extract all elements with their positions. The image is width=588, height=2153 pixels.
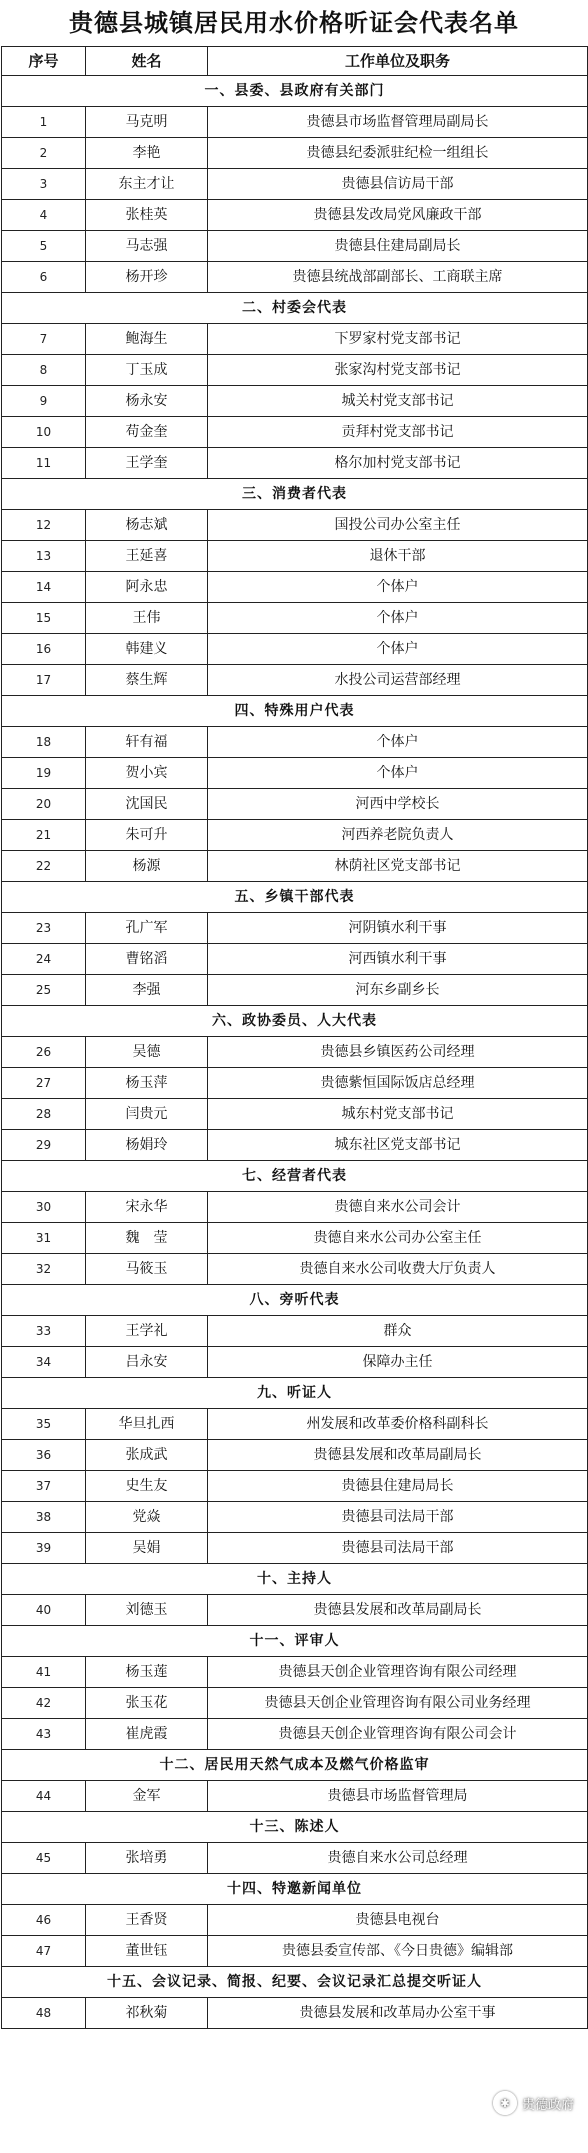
table-row — [2, 231, 588, 262]
row-number: 7 — [2, 324, 86, 355]
table-row — [2, 169, 588, 200]
section-header-row — [2, 1967, 588, 1998]
row-number: 12 — [2, 510, 86, 541]
table-row — [2, 1347, 588, 1378]
table-row — [2, 1502, 588, 1533]
table-row — [2, 417, 588, 448]
table-row — [2, 1998, 588, 2029]
row-name: 李强 — [86, 975, 208, 1006]
section-title: 十二、居民用天然气成本及燃气价格监审 — [2, 1750, 588, 1781]
table-row — [2, 1688, 588, 1719]
row-workplace: 河西中学校长 — [208, 789, 588, 820]
row-workplace: 张家沟村党支部书记 — [208, 355, 588, 386]
table-row — [2, 138, 588, 169]
row-workplace: 林荫社区党支部书记 — [208, 851, 588, 882]
table-row — [2, 324, 588, 355]
table-row — [2, 1471, 588, 1502]
row-name: 张培勇 — [86, 1843, 208, 1874]
section-header-row — [2, 479, 588, 510]
row-name: 马筱玉 — [86, 1254, 208, 1285]
row-workplace: 州发展和改革委价格科副科长 — [208, 1409, 588, 1440]
table-row — [2, 944, 588, 975]
row-workplace: 贵德县电视台 — [208, 1905, 588, 1936]
section-title: 三、消费者代表 — [2, 479, 588, 510]
row-workplace: 贵德县信访局干部 — [208, 169, 588, 200]
row-workplace: 贵德县统战部副部长、工商联主席 — [208, 262, 588, 293]
table-row — [2, 1192, 588, 1223]
table-row — [2, 634, 588, 665]
section-title: 五、乡镇干部代表 — [2, 882, 588, 913]
row-number: 42 — [2, 1688, 86, 1719]
row-number: 11 — [2, 448, 86, 479]
row-workplace: 贵德县发展和改革局副局长 — [208, 1595, 588, 1626]
section-title: 七、经营者代表 — [2, 1161, 588, 1192]
row-workplace: 保障办主任 — [208, 1347, 588, 1378]
section-title: 八、旁听代表 — [2, 1285, 588, 1316]
table-row — [2, 851, 588, 882]
row-workplace: 贵德自来水公司办公室主任 — [208, 1223, 588, 1254]
row-name: 党焱 — [86, 1502, 208, 1533]
row-name: 东主才让 — [86, 169, 208, 200]
row-number: 20 — [2, 789, 86, 820]
row-workplace: 下罗家村党支部书记 — [208, 324, 588, 355]
table-row — [2, 1781, 588, 1812]
row-workplace: 贵德县司法局干部 — [208, 1502, 588, 1533]
row-workplace: 个体户 — [208, 634, 588, 665]
table-row — [2, 727, 588, 758]
table-row — [2, 448, 588, 479]
row-workplace: 河西养老院负责人 — [208, 820, 588, 851]
row-name: 华旦扎西 — [86, 1409, 208, 1440]
row-name: 鲍海生 — [86, 324, 208, 355]
row-workplace: 河阴镇水利干事 — [208, 913, 588, 944]
row-number: 39 — [2, 1533, 86, 1564]
table-row — [2, 107, 588, 138]
row-number: 29 — [2, 1130, 86, 1161]
row-workplace: 国投公司办公室主任 — [208, 510, 588, 541]
row-workplace: 城东村党支部书记 — [208, 1099, 588, 1130]
table-row — [2, 1068, 588, 1099]
section-header-row — [2, 293, 588, 324]
section-title: 十四、特邀新闻单位 — [2, 1874, 588, 1905]
row-name: 王伟 — [86, 603, 208, 634]
row-number: 37 — [2, 1471, 86, 1502]
table-row — [2, 510, 588, 541]
row-workplace: 贵德自来水公司会计 — [208, 1192, 588, 1223]
row-number: 8 — [2, 355, 86, 386]
section-title: 四、特殊用户代表 — [2, 696, 588, 727]
row-workplace: 贵德县天创企业管理咨询有限公司经理 — [208, 1657, 588, 1688]
row-name: 张成武 — [86, 1440, 208, 1471]
row-number: 19 — [2, 758, 86, 789]
row-workplace: 格尔加村党支部书记 — [208, 448, 588, 479]
table-row — [2, 386, 588, 417]
row-name: 杨娟玲 — [86, 1130, 208, 1161]
table-row — [2, 1905, 588, 1936]
section-header-row — [2, 696, 588, 727]
row-name: 杨开珍 — [86, 262, 208, 293]
table-row — [2, 1099, 588, 1130]
row-name: 金军 — [86, 1781, 208, 1812]
row-name: 张玉花 — [86, 1688, 208, 1719]
row-name: 阿永忠 — [86, 572, 208, 603]
table-row — [2, 1440, 588, 1471]
row-workplace: 退休干部 — [208, 541, 588, 572]
row-name: 曹铭滔 — [86, 944, 208, 975]
section-header-row — [2, 1564, 588, 1595]
row-workplace: 城关村党支部书记 — [208, 386, 588, 417]
table-row — [2, 913, 588, 944]
row-number: 13 — [2, 541, 86, 572]
wechat-logo-icon: ✱ — [493, 2091, 517, 2115]
row-number: 35 — [2, 1409, 86, 1440]
row-workplace: 贵德县发展和改革局办公室干事 — [208, 1998, 588, 2029]
row-number: 36 — [2, 1440, 86, 1471]
row-workplace: 河西镇水利干事 — [208, 944, 588, 975]
section-header-row — [2, 1378, 588, 1409]
representatives-table — [1, 46, 588, 2029]
table-row — [2, 1595, 588, 1626]
row-name: 沈国民 — [86, 789, 208, 820]
table-row — [2, 200, 588, 231]
section-title: 二、村委会代表 — [2, 293, 588, 324]
row-number: 22 — [2, 851, 86, 882]
row-workplace: 贵德自来水公司总经理 — [208, 1843, 588, 1874]
row-number: 28 — [2, 1099, 86, 1130]
row-name: 魏 莹 — [86, 1223, 208, 1254]
row-number: 10 — [2, 417, 86, 448]
section-header-row — [2, 1750, 588, 1781]
row-name: 丁玉成 — [86, 355, 208, 386]
row-workplace: 河东乡副乡长 — [208, 975, 588, 1006]
row-number: 4 — [2, 200, 86, 231]
section-header-row — [2, 1006, 588, 1037]
row-number: 48 — [2, 1998, 86, 2029]
row-name: 王延喜 — [86, 541, 208, 572]
header-row — [2, 47, 588, 76]
row-number: 15 — [2, 603, 86, 634]
section-header-row — [2, 1161, 588, 1192]
row-name: 张桂英 — [86, 200, 208, 231]
row-name: 董世钰 — [86, 1936, 208, 1967]
row-workplace: 贵德自来水公司收费大厅负责人 — [208, 1254, 588, 1285]
row-workplace: 贵德县住建局副局长 — [208, 231, 588, 262]
table-row — [2, 572, 588, 603]
row-number: 6 — [2, 262, 86, 293]
row-workplace: 贵德县发展和改革局副局长 — [208, 1440, 588, 1471]
row-number: 18 — [2, 727, 86, 758]
row-number: 41 — [2, 1657, 86, 1688]
table-row — [2, 1254, 588, 1285]
section-title: 六、政协委员、人大代表 — [2, 1006, 588, 1037]
row-number: 45 — [2, 1843, 86, 1874]
row-number: 25 — [2, 975, 86, 1006]
section-header-row — [2, 76, 588, 107]
row-number: 27 — [2, 1068, 86, 1099]
row-name: 吴娟 — [86, 1533, 208, 1564]
row-number: 3 — [2, 169, 86, 200]
table-row — [2, 1936, 588, 1967]
row-name: 马克明 — [86, 107, 208, 138]
table-row — [2, 1533, 588, 1564]
row-workplace: 贵德县委宣传部、《今日贵德》编辑部 — [208, 1936, 588, 1967]
row-number: 21 — [2, 820, 86, 851]
table-row — [2, 789, 588, 820]
row-workplace: 贡拜村党支部书记 — [208, 417, 588, 448]
row-number: 5 — [2, 231, 86, 262]
row-workplace: 个体户 — [208, 572, 588, 603]
row-name: 轩有福 — [86, 727, 208, 758]
table-row — [2, 758, 588, 789]
row-workplace: 贵德县住建局局长 — [208, 1471, 588, 1502]
table-row — [2, 1409, 588, 1440]
row-workplace: 贵德县纪委派驻纪检一组组长 — [208, 138, 588, 169]
table-row — [2, 262, 588, 293]
section-title: 十三、陈述人 — [2, 1812, 588, 1843]
row-number: 34 — [2, 1347, 86, 1378]
row-name: 吕永安 — [86, 1347, 208, 1378]
table-row — [2, 1223, 588, 1254]
table-row — [2, 665, 588, 696]
row-name: 蔡生辉 — [86, 665, 208, 696]
row-number: 44 — [2, 1781, 86, 1812]
row-name: 杨源 — [86, 851, 208, 882]
row-name: 杨永安 — [86, 386, 208, 417]
header-workplace: 工作单位及职务 — [208, 47, 588, 76]
row-workplace: 贵德县天创企业管理咨询有限公司会计 — [208, 1719, 588, 1750]
section-header-row — [2, 1812, 588, 1843]
row-name: 王学奎 — [86, 448, 208, 479]
row-name: 李艳 — [86, 138, 208, 169]
row-name: 宋永华 — [86, 1192, 208, 1223]
row-workplace: 贵德县市场监督管理局副局长 — [208, 107, 588, 138]
row-number: 33 — [2, 1316, 86, 1347]
row-workplace: 贵德县乡镇医药公司经理 — [208, 1037, 588, 1068]
row-number: 40 — [2, 1595, 86, 1626]
watermark — [493, 2091, 574, 2115]
table-row — [2, 820, 588, 851]
row-number: 47 — [2, 1936, 86, 1967]
page-title: 贵德县城镇居民用水价格听证会代表名单 — [69, 8, 519, 37]
table-row — [2, 1130, 588, 1161]
row-name: 史生友 — [86, 1471, 208, 1502]
row-name: 杨志斌 — [86, 510, 208, 541]
row-number: 16 — [2, 634, 86, 665]
row-name: 祁秋菊 — [86, 1998, 208, 2029]
section-title: 一、县委、县政府有关部门 — [2, 76, 588, 107]
row-number: 17 — [2, 665, 86, 696]
table-row — [2, 1316, 588, 1347]
row-number: 14 — [2, 572, 86, 603]
section-title: 九、听证人 — [2, 1378, 588, 1409]
row-workplace: 城东社区党支部书记 — [208, 1130, 588, 1161]
section-title: 十五、会议记录、简报、纪要、会议记录汇总提交听证人 — [2, 1967, 588, 1998]
row-workplace: 群众 — [208, 1316, 588, 1347]
row-name: 韩建义 — [86, 634, 208, 665]
row-name: 马志强 — [86, 231, 208, 262]
row-workplace: 个体户 — [208, 758, 588, 789]
row-workplace: 贵德县发改局党风廉政干部 — [208, 200, 588, 231]
row-workplace: 水投公司运营部经理 — [208, 665, 588, 696]
row-name: 杨玉萍 — [86, 1068, 208, 1099]
section-header-row — [2, 882, 588, 913]
row-number: 43 — [2, 1719, 86, 1750]
watermark-text: 贵德政府 — [521, 2097, 574, 2113]
row-name: 杨玉莲 — [86, 1657, 208, 1688]
section-title: 十、主持人 — [2, 1564, 588, 1595]
row-workplace: 个体户 — [208, 727, 588, 758]
row-workplace: 贵德紫恒国际饭店总经理 — [208, 1068, 588, 1099]
table-row — [2, 603, 588, 634]
header-name: 姓名 — [86, 47, 208, 76]
row-name: 闫贵元 — [86, 1099, 208, 1130]
row-workplace: 贵德县市场监督管理局 — [208, 1781, 588, 1812]
row-workplace: 贵德县司法局干部 — [208, 1533, 588, 1564]
row-name: 王学礼 — [86, 1316, 208, 1347]
table-row — [2, 355, 588, 386]
row-name: 崔虎霞 — [86, 1719, 208, 1750]
table-row — [2, 1843, 588, 1874]
table-row — [2, 541, 588, 572]
row-name: 王香贤 — [86, 1905, 208, 1936]
table-row — [2, 1719, 588, 1750]
section-title: 十一、评审人 — [2, 1626, 588, 1657]
row-name: 朱可升 — [86, 820, 208, 851]
row-number: 9 — [2, 386, 86, 417]
section-header-row — [2, 1285, 588, 1316]
row-number: 46 — [2, 1905, 86, 1936]
table-row — [2, 1657, 588, 1688]
row-number: 38 — [2, 1502, 86, 1533]
row-number: 31 — [2, 1223, 86, 1254]
row-name: 孔广军 — [86, 913, 208, 944]
table-row — [2, 975, 588, 1006]
row-number: 1 — [2, 107, 86, 138]
row-number: 32 — [2, 1254, 86, 1285]
row-number: 30 — [2, 1192, 86, 1223]
table-row — [2, 1037, 588, 1068]
row-workplace: 贵德县天创企业管理咨询有限公司业务经理 — [208, 1688, 588, 1719]
row-name: 苟金奎 — [86, 417, 208, 448]
row-workplace: 个体户 — [208, 603, 588, 634]
row-name: 贺小宾 — [86, 758, 208, 789]
row-name: 刘德玉 — [86, 1595, 208, 1626]
row-number: 24 — [2, 944, 86, 975]
table-body — [2, 76, 588, 2029]
header-number: 序号 — [2, 47, 86, 76]
section-header-row — [2, 1874, 588, 1905]
section-header-row — [2, 1626, 588, 1657]
row-number: 23 — [2, 913, 86, 944]
row-name: 吴德 — [86, 1037, 208, 1068]
row-number: 2 — [2, 138, 86, 169]
row-number: 26 — [2, 1037, 86, 1068]
